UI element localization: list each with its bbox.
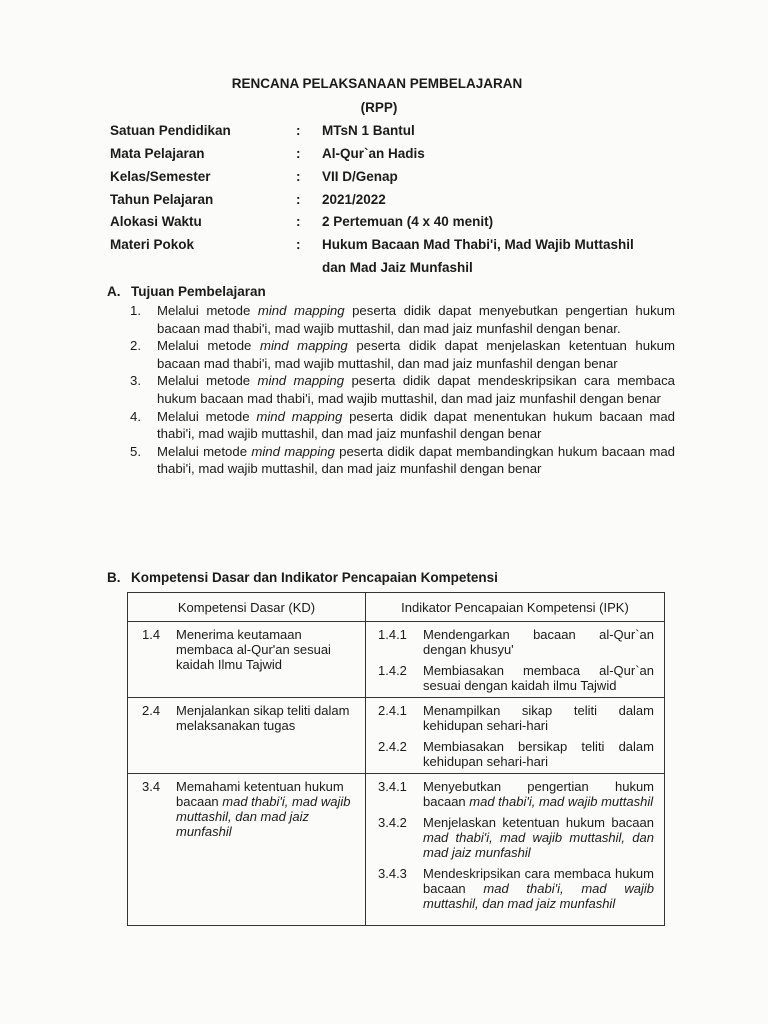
ipk-text: Mendengarkan bacaan al-Qur`an dengan khusyu' [423,627,654,657]
ipk-text-italic: mad thabi'i, mad wajib muttashil, dan mad jaiz munfashil [423,830,654,860]
kd-cell [128,622,366,698]
ipk-text: Membiasakan membaca al-Qur`an sesuai dengan kaidah ilmu Tajwid [423,663,654,693]
list-item [130,408,675,443]
item-italic: mind mapping [259,338,348,354]
list-item [130,337,675,372]
info-value: Hukum Bacaan Mad Thabi'i, Mad Wajib Muttashil [322,237,634,252]
kd-text-italic: mad thabi'i, mad wajib muttashil, dan mad jaiz munfashil [176,794,351,839]
column-header-ipk: Indikator Pencapaian Kompetensi (IPK) [366,593,665,622]
ipk-text: Membiasakan bersikap teliti dalam kehidupan sehari-hari [423,739,654,769]
ipk-code: 3.4.1 [378,779,407,794]
ipk-item [378,703,654,733]
list-number: 4. [130,408,141,424]
item-text: peserta didik dapat membandingkan hukum bacaan mad thabi'i, mad wajib muttashil, dan mad jaiz munfashil dengan benar [157,443,675,477]
info-colon: : [296,214,301,229]
kd-text: Menjalankan sikap teliti dalam melaksanakan tugas [176,703,350,733]
info-label: Kelas/Semester [110,169,211,184]
item-text: peserta didik dapat menyebutkan pengertian hukum bacaan mad thabi'i, mad wajib muttashil, dan mad jaiz munfashil dengan benar. [157,303,675,336]
kd-item [142,779,359,839]
info-value: MTsN 1 Bantul [322,123,415,138]
item-text: Melalui metode [157,338,260,354]
kd-text: Memahami ketentuan hukum bacaan [176,779,344,809]
list-number: 2. [130,338,141,354]
item-text: peserta didik dapat menjelaskan ketentuan hukum bacaan mad thabi'i, mad wajib muttashil, dan mad jaiz munfashil dengan benar [157,338,676,371]
info-colon: : [296,192,301,207]
info-colon: : [296,146,301,161]
info-value: VII D/Genap [322,169,398,184]
item-text: peserta didik dapat menentukan hukum bacaan mad thabi'i, mad wajib muttashil, dan mad jaiz munfashil dengan benar [157,408,676,442]
table-row [128,622,665,698]
info-value: Al-Qur`an Hadis [322,146,425,161]
info-value: dan Mad Jaiz Munfashil [322,260,473,275]
item-italic: mind mapping [256,408,343,424]
info-value: 2021/2022 [322,192,386,207]
ipk-item [378,815,654,860]
kd-code: 2.4 [142,703,161,718]
kd-cell [128,774,366,926]
item-italic: mind mapping [257,303,345,318]
list-number: 5. [130,443,141,459]
list-item [130,443,675,478]
info-colon: : [296,123,301,138]
table-row [128,774,665,926]
ipk-text-italic: mad thabi'i, mad wajib muttashil [469,794,654,809]
kd-item [142,627,359,672]
kd-code: 1.4 [142,627,161,642]
ipk-item [378,779,654,809]
kd-code: 3.4 [142,779,161,794]
document-title: RENCANA PELAKSANAAN PEMBELAJARAN [231,76,523,91]
item-italic: mind mapping [251,443,335,459]
info-label: Materi Pokok [110,237,195,252]
list-number: 1. [130,303,141,318]
learning-goals-list [130,302,675,478]
list-item [130,302,675,337]
list-item [130,372,675,407]
item-text: Melalui metode [157,408,257,424]
ipk-item [378,663,654,693]
ipk-text: Mendeskripsikan cara membaca hukum bacaan [423,866,654,896]
document-subtitle: (RPP) [360,100,398,115]
info-colon: : [296,237,301,252]
section-title: Tujuan Pembelajaran [131,284,266,299]
info-value: 2 Pertemuan (4 x 40 menit) [322,214,494,229]
ipk-text: Menjelaskan ketentuan hukum bacaan [423,815,654,830]
item-text: Melalui metode [157,373,258,389]
ipk-item [378,739,654,769]
ipk-text: Menyebutkan pengertian hukum bacaan [423,779,654,809]
info-colon: : [296,169,301,184]
ipk-code: 3.4.3 [378,866,407,881]
ipk-code: 2.4.2 [378,739,407,754]
item-text: peserta didik dapat mendeskripsikan cara membaca hukum bacaan mad thabi'i, mad wajib muttashil, dan mad jaiz munfashil dengan benar [157,373,675,406]
list-number: 3. [130,373,141,389]
kd-text: Menerima keutamaan membaca al-Qur'an sesuai kaidah Ilmu Tajwid [176,627,331,672]
ipk-code: 2.4.1 [378,703,407,718]
kd-cell [128,698,366,774]
ipk-text-italic: mad thabi'i, mad wajib muttashil, dan mad jaiz munfashil [423,881,654,911]
section-title: Kompetensi Dasar dan Indikator Pencapaian Kompetensi [131,570,498,585]
ipk-code: 3.4.2 [378,815,407,830]
item-italic: mind mapping [257,373,345,389]
info-label: Alokasi Waktu [110,214,202,229]
section-letter: A. [107,284,121,299]
table-row [128,698,665,774]
item-text: Melalui metode [157,443,252,459]
kd-item [142,703,359,733]
competency-table [127,592,665,926]
column-header-kd: Kompetensi Dasar (KD) [128,593,366,622]
ipk-item [378,627,654,657]
ipk-cell [366,698,665,774]
item-text: Melalui metode [157,303,258,318]
ipk-text: Menampilkan sikap teliti dalam kehidupan sehari-hari [423,703,654,733]
ipk-code: 1.4.1 [378,627,407,642]
ipk-cell [366,622,665,698]
ipk-item [378,866,654,911]
info-label: Mata Pelajaran [110,146,205,161]
ipk-cell [366,774,665,926]
section-letter: B. [107,570,121,585]
ipk-code: 1.4.2 [378,663,407,678]
table-header-row [128,593,665,622]
info-label: Tahun Pelajaran [110,192,214,207]
info-label: Satuan Pendidikan [110,123,231,138]
